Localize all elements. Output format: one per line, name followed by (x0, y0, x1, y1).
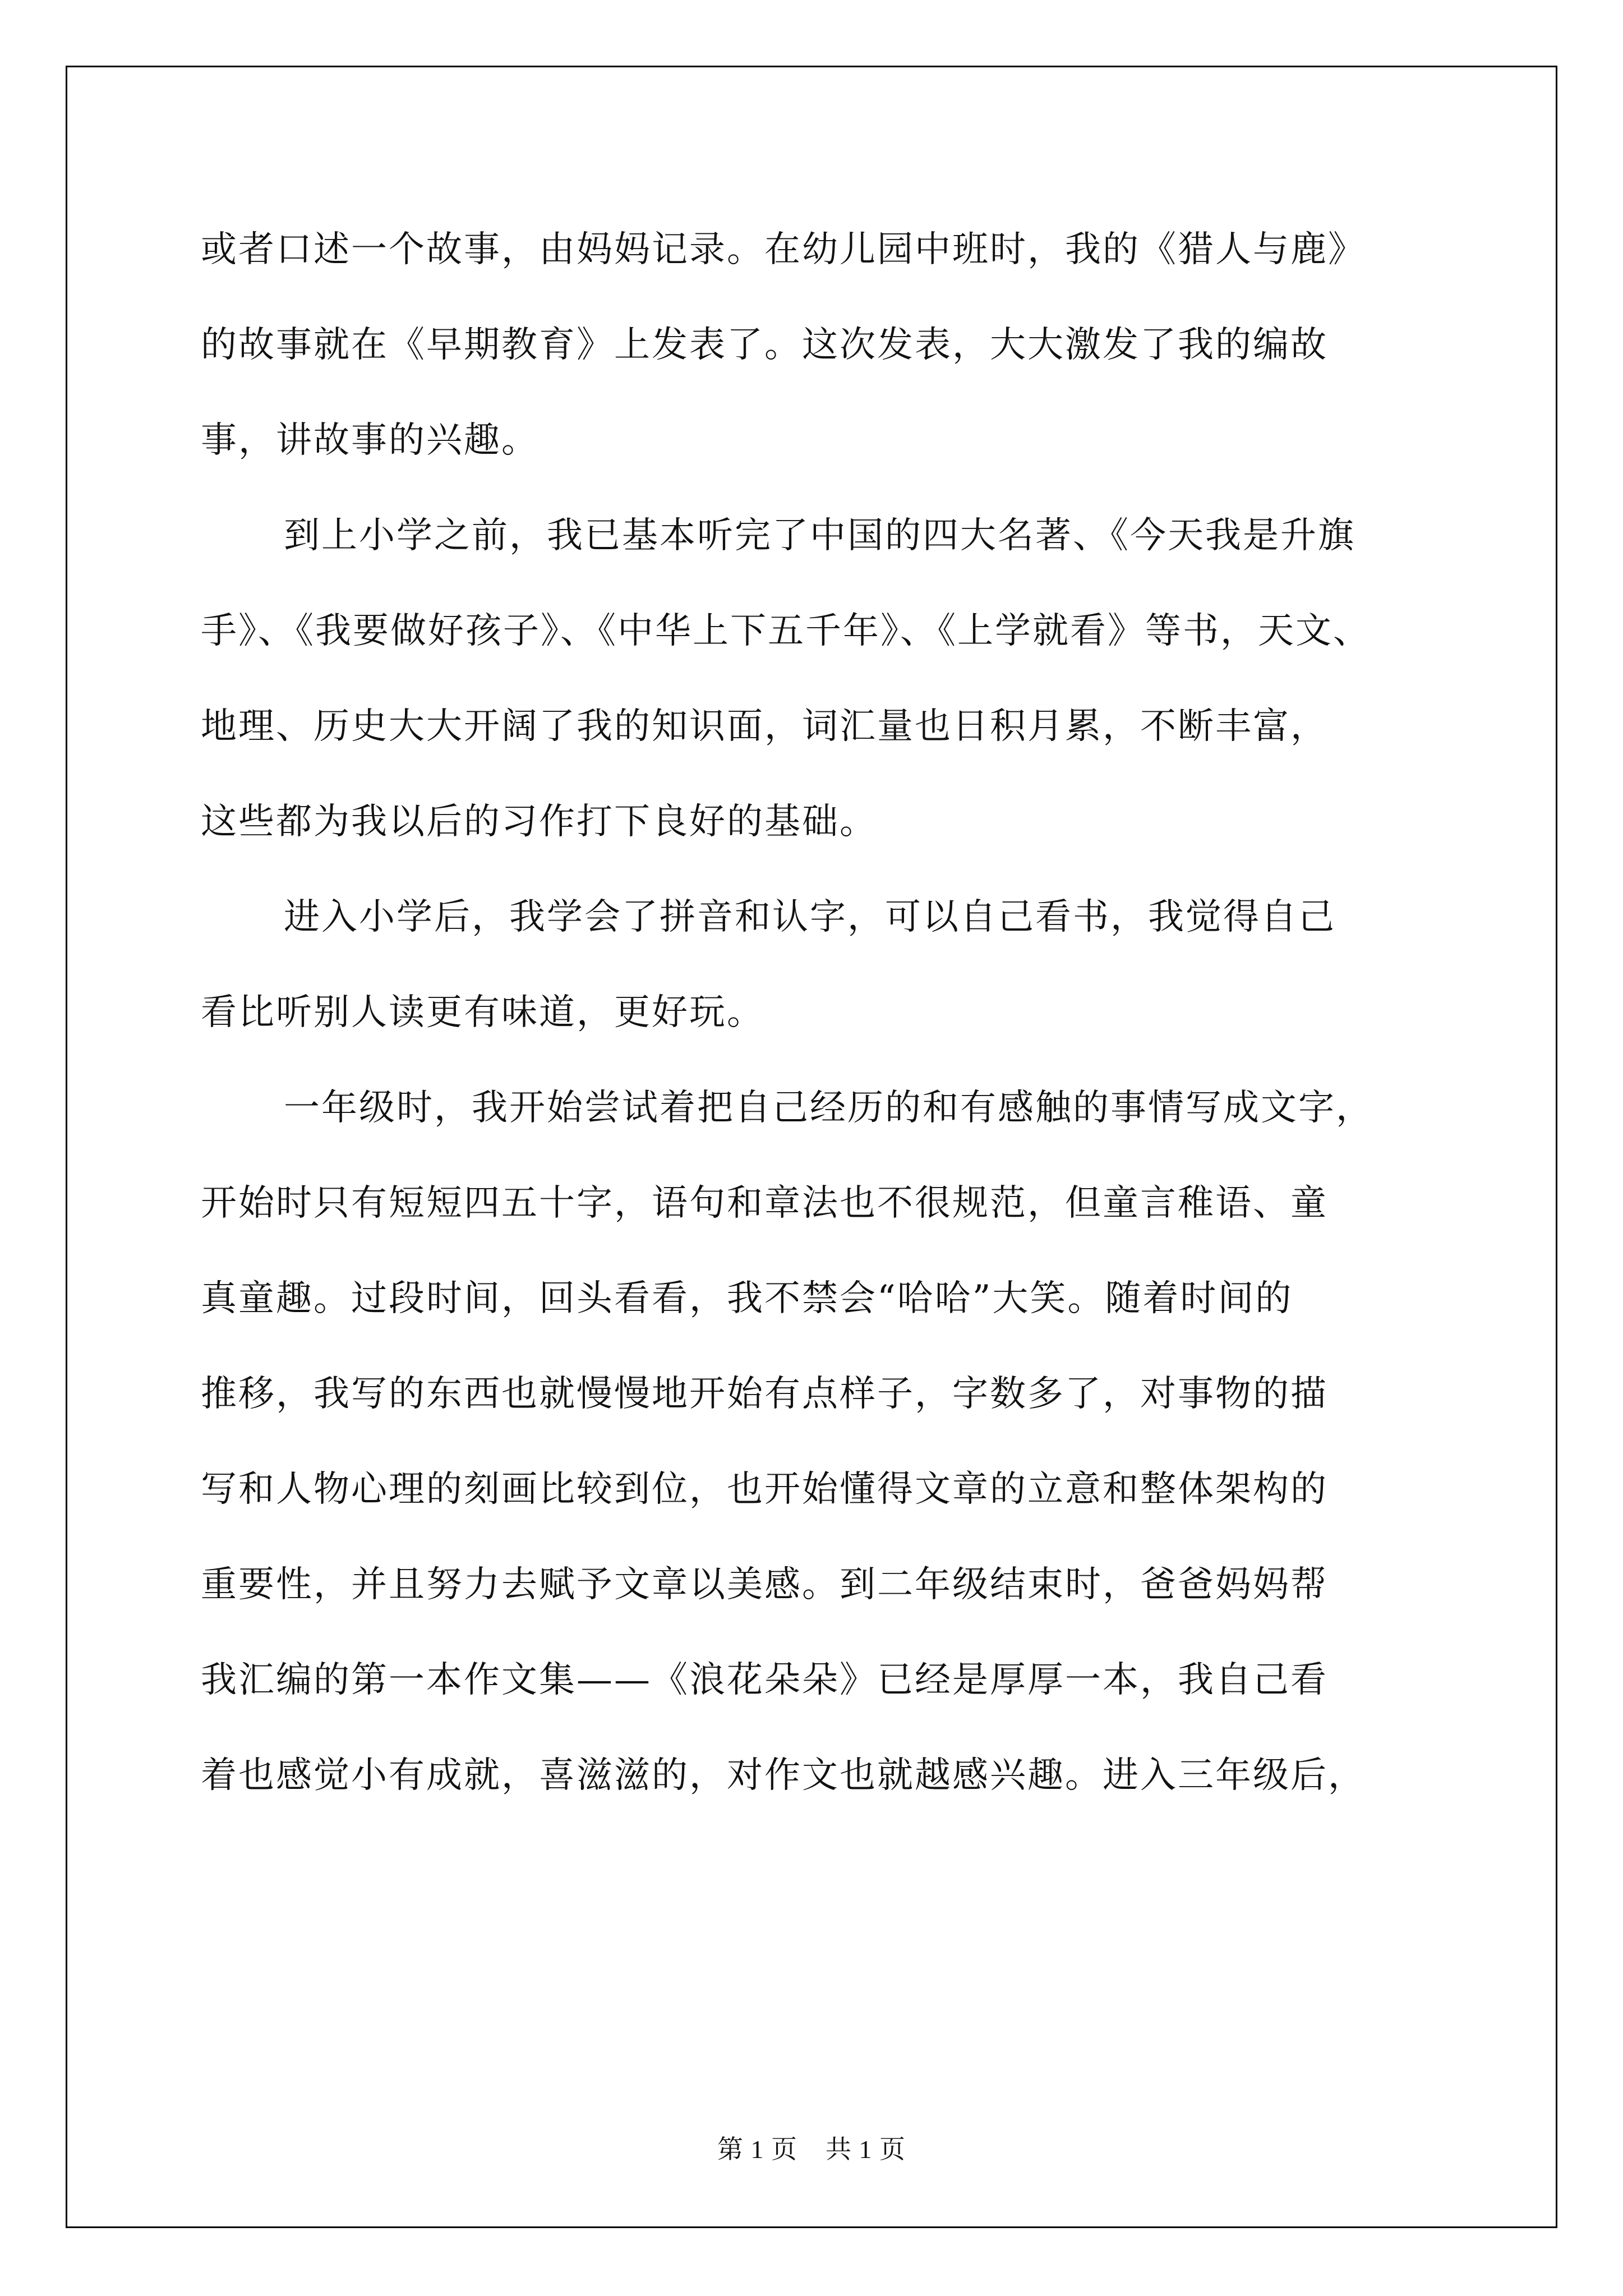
text-line: 看比听别人读更有味道，更好玩。 (201, 992, 764, 1033)
page-footer (0, 2129, 1623, 2166)
text-line: 写和人物心理的刻画比较到位，也开始懂得文章的立意和整体架构的 (201, 1469, 1328, 1510)
text-line: 着也感觉小有成就，喜滋滋的，对作文也就越感兴趣。进入三年级后， (201, 1755, 1366, 1796)
paragraph-start-line: 进入小学后，我学会了拼音和认字，可以自己看书，我觉得自己 (284, 896, 1336, 938)
text-line: 的故事就在《早期教育》上发表了。这次发表，大大激发了我的编故 (201, 324, 1328, 366)
text-line: 真童趣。过段时间，回头看看，我不禁会“哈哈”大笑。随着时间的 (201, 1278, 1293, 1319)
paragraph-start-line: 一年级时，我开始尝试着把自己经历的和有感触的事情写成文字， (284, 1087, 1373, 1129)
paragraph-start-line: 到上小学之前，我已基本听完了中国的四大名著、《今天我是升旗 (284, 515, 1355, 556)
page-number: 第 1 页 (717, 2135, 797, 2164)
page-total: 共 1 页 (826, 2135, 906, 2164)
text-line: 开始时只有短短四五十字，语句和章法也不很规范，但童言稚语、童 (201, 1182, 1328, 1224)
text-line: 或者口述一个故事，由妈妈记录。在幼儿园中班时，我的《猎人与鹿》 (201, 229, 1366, 270)
text-line: 地理、历史大大开阔了我的知识面，词汇量也日积月累，不断丰富， (201, 706, 1328, 747)
text-line: 这些都为我以后的习作打下良好的基础。 (201, 801, 877, 843)
text-line: 我汇编的第一本作文集——《浪花朵朵》已经是厚厚一本，我自己看 (201, 1659, 1328, 1701)
text-line: 手》、《我要做好孩子》、《中华上下五千年》、《上学就看》等书，天文、 (201, 610, 1371, 652)
text-line: 事，讲故事的兴趣。 (201, 420, 539, 461)
document-body (201, 213, 1477, 1834)
text-line: 重要性，并且努力去赋予文章以美感。到二年级结束时，爸爸妈妈帮 (201, 1564, 1328, 1605)
text-line: 推移，我写的东西也就慢慢地开始有点样子，字数多了，对事物的描 (201, 1373, 1328, 1415)
